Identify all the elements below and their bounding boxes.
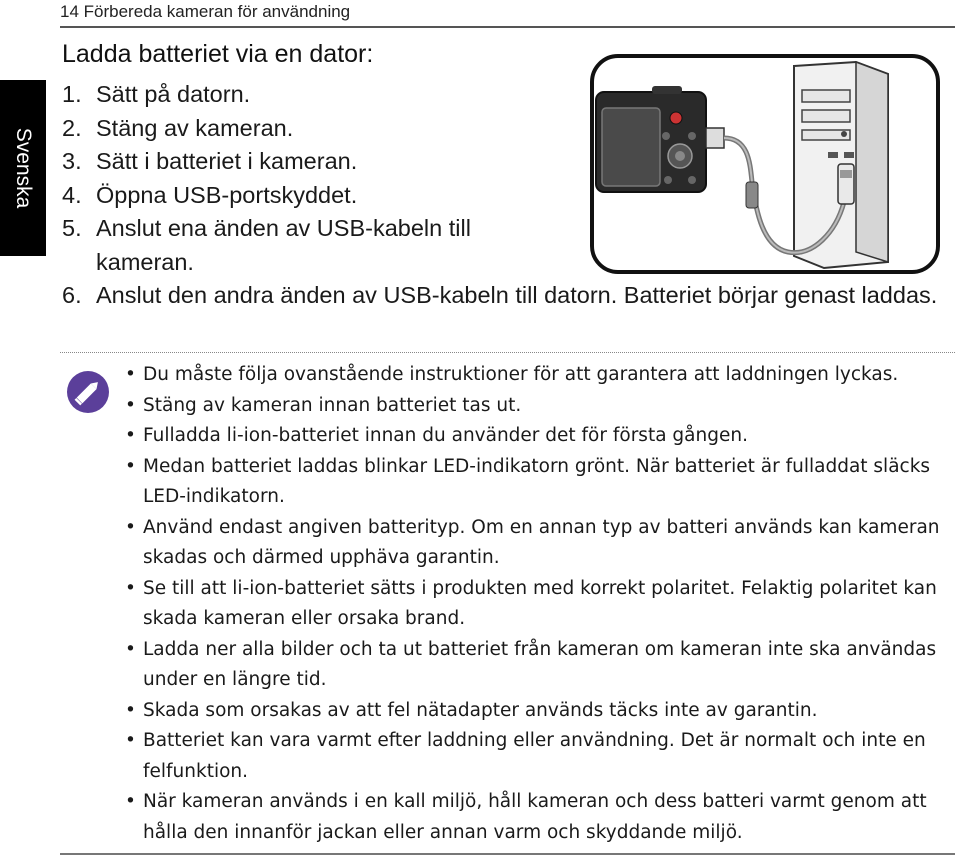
footer-divider — [60, 853, 955, 855]
page-header — [60, 0, 955, 28]
step-number: 4. — [62, 181, 82, 208]
camera-icon — [596, 86, 706, 192]
note-item: • Skada som orsakas av att fel nätadapter används täcks inte av garantin. — [125, 696, 955, 727]
step-number: 1. — [62, 81, 82, 107]
note-item: • Använd endast angiven batterityp. Om en annan typ av batteri används kan kameran skadas och därmed upphäva garantin. — [125, 513, 955, 574]
note-item: • Medan batteriet laddas blinkar LED-indikatorn grönt. När batteriet är fulladdat släcks LED-indikatorn. — [125, 452, 955, 513]
note-item: • Fulladda li-ion-batteriet innan du använder det för första gången. — [125, 421, 955, 452]
camera-usb-computer-illustration — [588, 52, 942, 276]
note-item: • Batteriet kan vara varmt efter laddning eller användning. Det är normalt och inte en felfunktion. — [125, 726, 955, 787]
language-tab — [0, 80, 46, 256]
step-item — [62, 179, 566, 213]
note-item: • När kameran används i en kall miljö, håll kameran och dess batteri varmt genom att hålla den innanför jackan eller annan varm och skyddande miljö. — [125, 787, 955, 848]
step-text: Sätt på datorn. — [96, 81, 251, 107]
step-number: 5. — [62, 215, 82, 241]
step-number: 6. — [62, 282, 82, 308]
step-text: Sätt i batteriet i kameran. — [96, 148, 358, 174]
section-title: Ladda batteriet via en dator: — [62, 40, 374, 68]
language-tab-label: Svenska — [12, 127, 35, 209]
step-item — [62, 145, 566, 179]
step-item — [62, 212, 566, 279]
page-title: 14 Förbereda kameran för användning — [60, 2, 351, 21]
step-text: Öppna USB-portskyddet. — [96, 181, 358, 208]
notes-divider — [60, 352, 955, 353]
note-item: • Du måste följa ovanstående instruktioner för att garantera att laddningen lyckas. — [125, 360, 955, 391]
step-item — [62, 279, 942, 313]
step-text: Anslut ena änden av USB-kabeln till kameran. — [96, 215, 471, 275]
step-number: 3. — [62, 148, 82, 174]
notes-list — [125, 360, 955, 848]
note-item: • Stäng av kameran innan batteriet tas ut. — [125, 391, 955, 422]
step-item — [62, 78, 566, 112]
step-text: Stäng av kameran. — [96, 114, 294, 141]
note-item: • Ladda ner alla bilder och ta ut batteriet från kameran om kameran inte ska användas under en längre tid. — [125, 635, 955, 696]
note-item: • Se till att li-ion-batteriet sätts i produkten med korrekt polaritet. Felaktig polaritet kan skada kameran eller orsaka brand. — [125, 574, 955, 635]
step-item — [62, 112, 566, 146]
step-text: Anslut den andra änden av USB-kabeln till datorn. Batteriet börjar genast laddas. — [96, 282, 938, 308]
pencil-note-icon — [66, 370, 110, 414]
step-number: 2. — [62, 114, 82, 141]
